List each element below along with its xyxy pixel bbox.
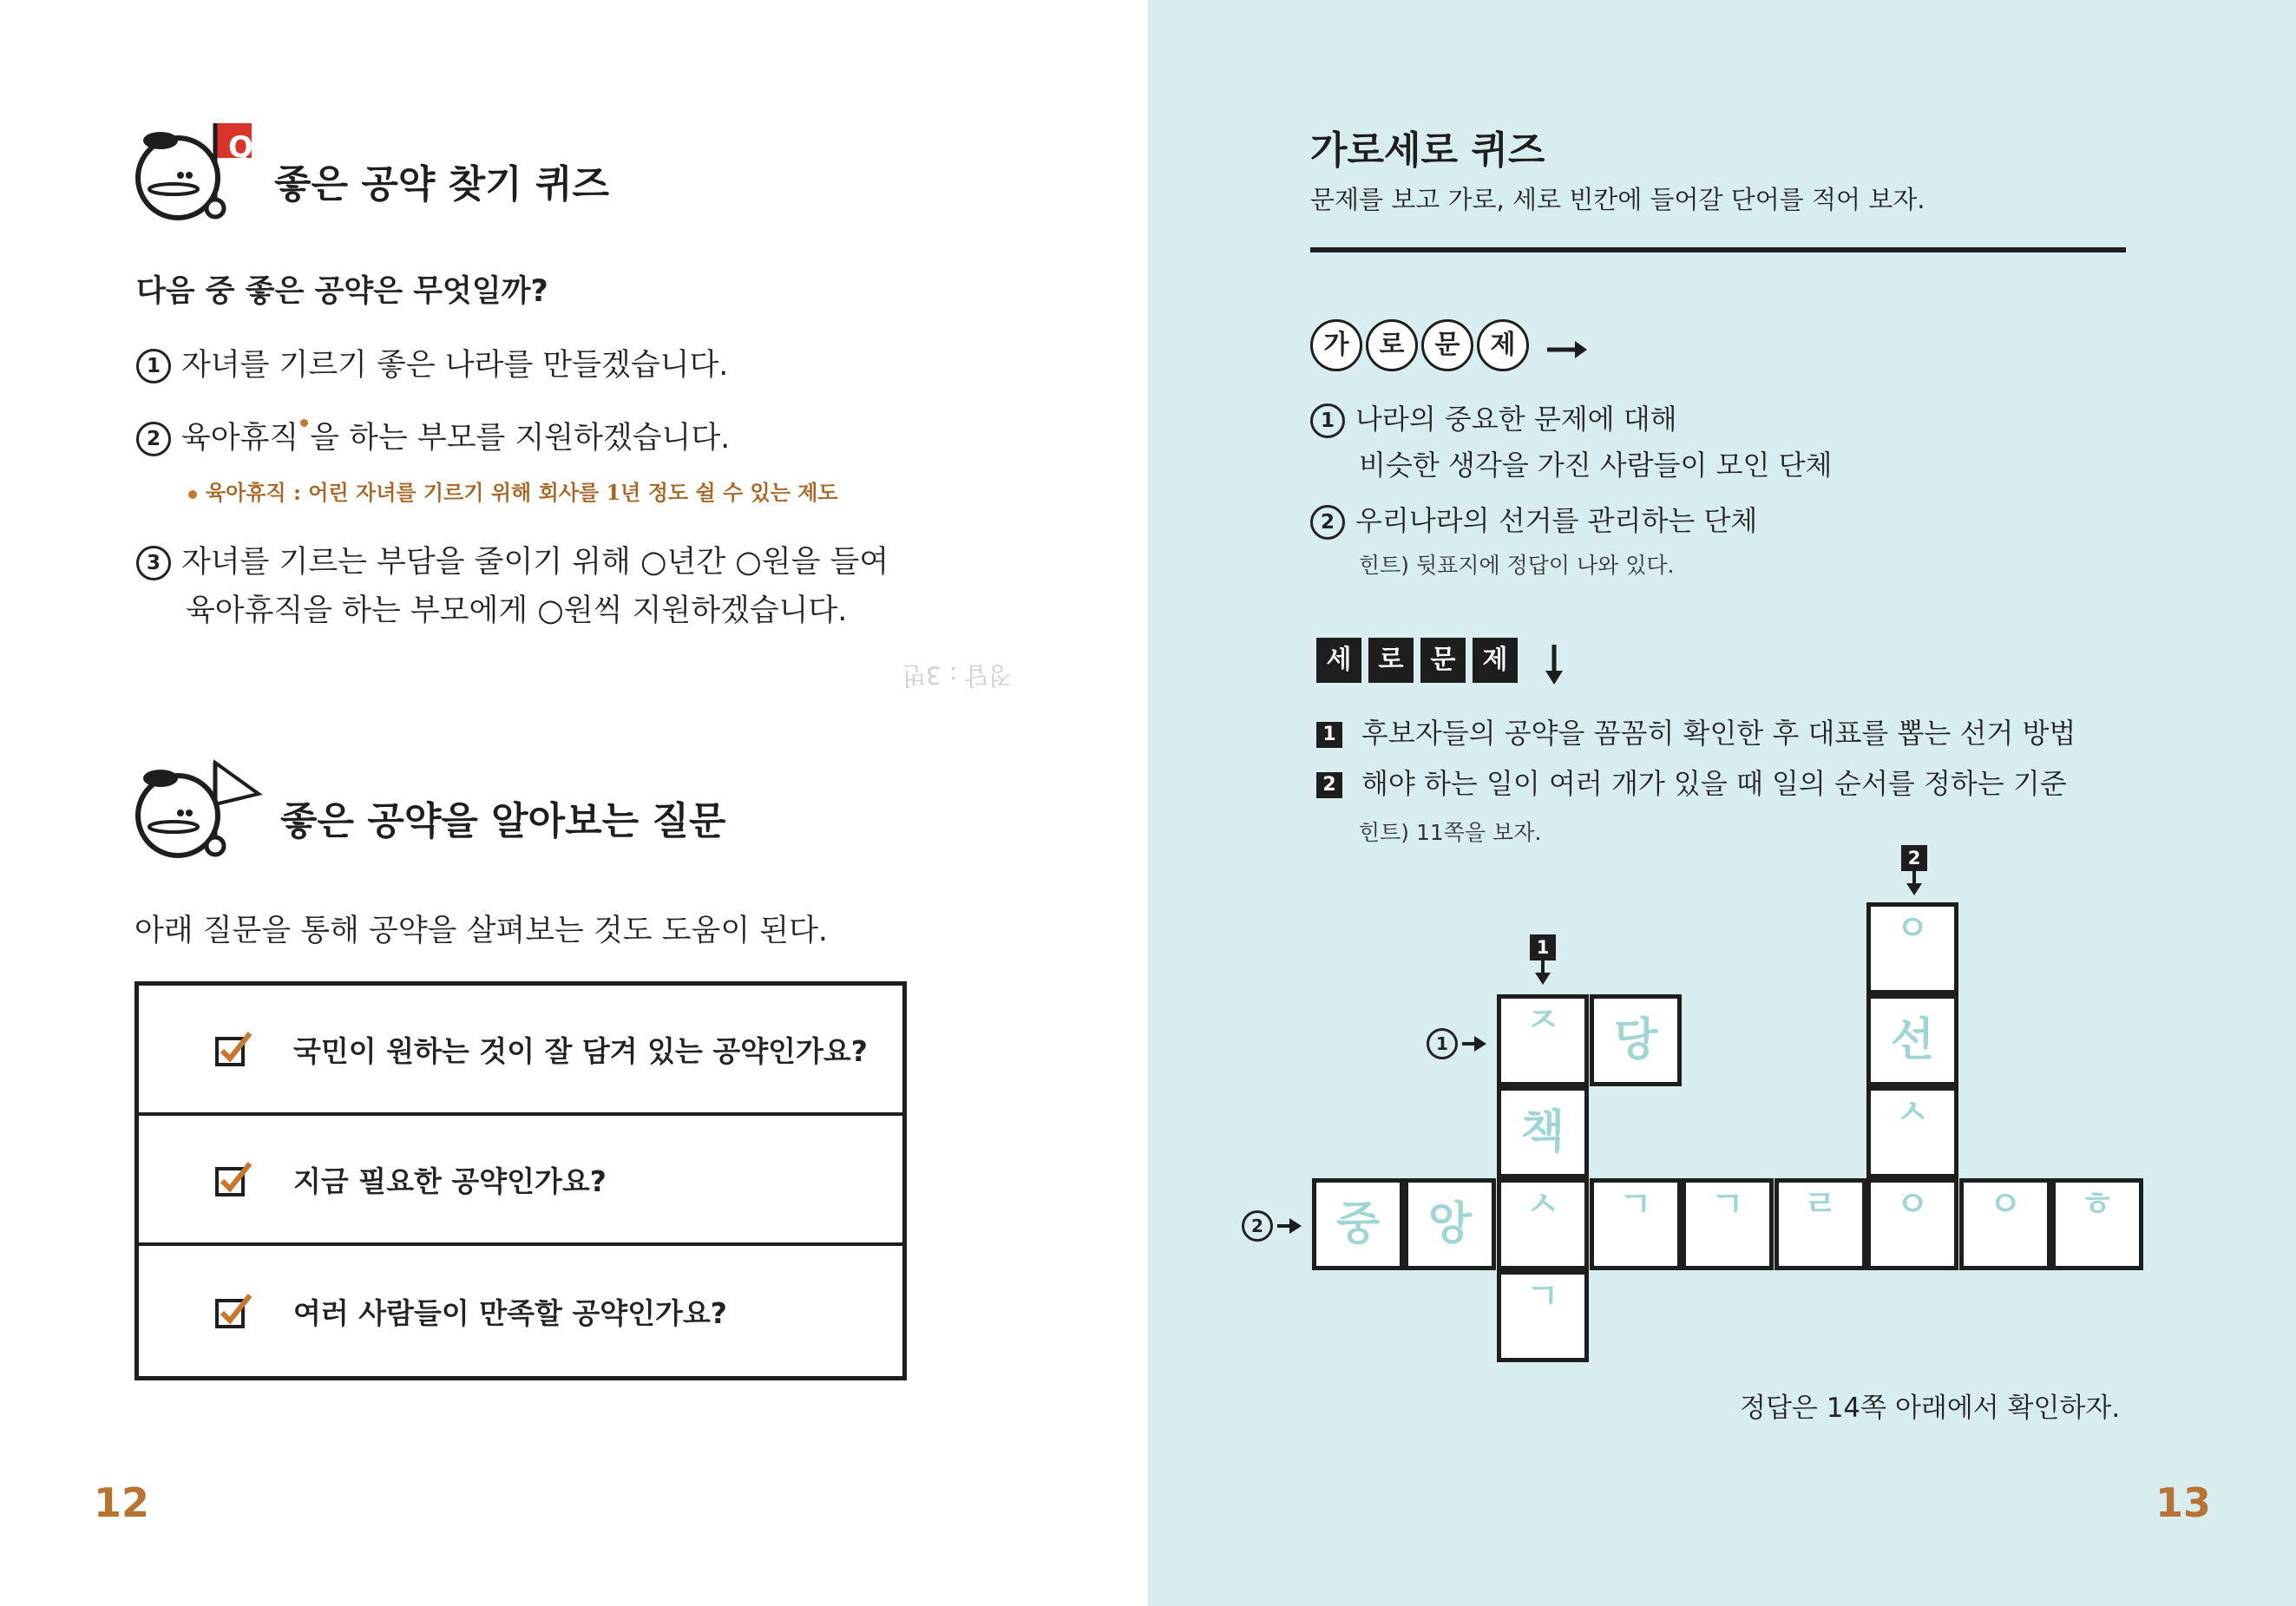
crossword-cell[interactable]: ㅎ — [2051, 1178, 2143, 1270]
crossword-cell[interactable]: 앙 — [1404, 1178, 1496, 1270]
across-label-char: 문 — [1421, 319, 1473, 371]
down-2-number: 2 — [1316, 772, 1342, 798]
checkbox-checked-icon — [215, 1294, 250, 1328]
down-1-number: 1 — [1316, 722, 1342, 748]
option-3-text-line2: 육아휴직을 하는 부모에게 ○원씩 지원하겠습니다. — [186, 593, 848, 628]
option-3 — [136, 538, 889, 581]
pointer-arrow-icon — [1904, 871, 1925, 897]
footnote-marker — [300, 419, 308, 427]
checklist-row — [139, 986, 902, 1116]
down-2-text: 해야 하는 일이 여러 개가 있을 때 일의 순서를 정하는 기준 — [1361, 767, 2067, 800]
crossword-cell[interactable]: ㅈ — [1497, 994, 1589, 1086]
across-label-char: 가 — [1310, 319, 1362, 371]
section2-title: 좋은 공약을 알아보는 질문 — [280, 799, 726, 843]
checklist-row — [139, 1116, 902, 1246]
arrow-down-icon — [1541, 643, 1567, 686]
checklist-box — [134, 981, 907, 1380]
quiz-question: 다음 중 좋은 공약은 무엇일까? — [136, 274, 548, 309]
down-label — [1316, 638, 1567, 686]
down-label-char: 로 — [1368, 638, 1414, 683]
across-label-char: 로 — [1366, 319, 1418, 371]
quiz-title: 좋은 공약 찾기 퀴즈 — [274, 162, 609, 206]
crossword-cell[interactable]: ㅇ — [1866, 1178, 1958, 1270]
across-clue-1 — [1310, 397, 1677, 438]
crossword-cell[interactable]: 책 — [1497, 1086, 1589, 1178]
crossword-cell[interactable]: ㄱ — [1682, 1178, 1774, 1270]
checklist-text-3: 여러 사람들이 만족할 공약인가요? — [293, 1295, 727, 1330]
down-1-text: 후보자들의 공약을 꼼꼼히 확인한 후 대표를 뽑는 선거 방법 — [1361, 717, 2076, 750]
right-page — [1148, 0, 2296, 1606]
across-2-number: 2 — [1310, 505, 1345, 540]
crossword-cell[interactable]: ㅇ — [1959, 1178, 2051, 1270]
crossword-subtitle: 문제를 보고 가로, 세로 빈칸에 들어갈 단어를 적어 보자. — [1310, 185, 1925, 214]
across-pointer-2: 2 — [1242, 1210, 1303, 1242]
option-2 — [136, 414, 730, 457]
crossword-title: 가로세로 퀴즈 — [1310, 128, 1545, 173]
page-number-right: 13 — [2155, 1479, 2212, 1526]
pointer-arrow-icon — [1277, 1216, 1303, 1236]
across-clue-2 — [1310, 499, 1757, 540]
crossword-cell[interactable]: 선 — [1866, 994, 1958, 1086]
q-flag-letter: Q — [228, 130, 253, 165]
down-pointer-2: 2 — [1901, 845, 1927, 871]
checklist-text-2: 지금 필요한 공약인가요? — [293, 1164, 607, 1198]
mascot-flag-icon — [130, 759, 269, 863]
crossword-cell[interactable]: ㅅ — [1497, 1178, 1589, 1270]
crossword-cell[interactable]: 당 — [1590, 994, 1682, 1086]
checklist-row — [139, 1246, 902, 1376]
crossword-cell[interactable]: ㄱ — [1590, 1178, 1682, 1270]
across-label-char: 제 — [1477, 319, 1529, 371]
footnote — [188, 475, 838, 506]
down-pointer-1: 1 — [1530, 934, 1556, 960]
crossword-cell[interactable]: ㅅ — [1866, 1086, 1958, 1178]
down-label-char: 문 — [1420, 638, 1466, 683]
option-2-text: 육아휴직 — [181, 421, 299, 456]
crossword-cell[interactable]: 중 — [1312, 1178, 1404, 1270]
option-2-text-after: 을 하는 부모를 지원하겠습니다. — [310, 421, 731, 456]
across-1-line2: 비슷한 생각을 가진 사람들이 모인 단체 — [1359, 449, 1833, 482]
across-2-line1: 우리나라의 선거를 관리하는 단체 — [1355, 504, 1758, 537]
footnote-text: 육아휴직 : 어린 자녀를 기르기 위해 회사를 1년 정도 쉴 수 있는 제도 — [206, 480, 838, 505]
option-3-number: 3 — [136, 546, 171, 580]
across-pointer-1: 1 — [1427, 1028, 1488, 1059]
checkbox-checked-icon — [215, 1032, 250, 1066]
across-1-line1: 나라의 중요한 문제에 대해 — [1355, 403, 1677, 436]
down-clue-1 — [1316, 711, 2076, 751]
pointer-arrow-icon — [1532, 960, 1553, 987]
option-1-number: 1 — [136, 349, 171, 383]
down-clue-2 — [1316, 762, 2067, 802]
checklist-text-1: 국민이 원하는 것이 잘 담겨 있는 공약인가요? — [293, 1033, 868, 1068]
option-1-text: 자녀를 기르기 좋은 나라를 만들겠습니다. — [181, 348, 729, 383]
down-label-char: 제 — [1473, 638, 1518, 683]
crossword-cell[interactable]: ㄹ — [1774, 1178, 1866, 1270]
divider-rule — [1310, 247, 2126, 252]
footnote-bullet — [188, 490, 197, 499]
checkbox-checked-icon — [215, 1162, 250, 1196]
section2-intro: 아래 질문을 통해 공약을 살펴보는 것도 도움이 된다. — [134, 914, 829, 948]
crossword-cell[interactable]: ㅇ — [1866, 902, 1958, 994]
down-label-char: 세 — [1316, 638, 1361, 683]
answer-note: 정답은 14쪽 아래에서 확인하자. — [1740, 1393, 2121, 1424]
option-3-text: 자녀를 기르는 부담을 줄이기 위해 ○년간 ○원을 들여 — [181, 545, 889, 580]
pointer-arrow-icon — [1462, 1033, 1488, 1054]
across-2-hint: 힌트) 뒷표지에 정답이 나와 있다. — [1359, 553, 1675, 578]
down-2-hint: 힌트) 11쪽을 보자. — [1359, 820, 1542, 845]
arrow-right-icon — [1545, 337, 1589, 363]
upside-down-answer: 정답 : 3번 — [902, 661, 1013, 690]
page-number-left: 12 — [94, 1479, 150, 1526]
option-1 — [136, 341, 728, 384]
option-2-number: 2 — [136, 422, 171, 456]
across-label — [1310, 319, 1589, 371]
crossword-cell[interactable]: ㄱ — [1497, 1270, 1589, 1362]
across-1-number: 1 — [1310, 403, 1345, 438]
